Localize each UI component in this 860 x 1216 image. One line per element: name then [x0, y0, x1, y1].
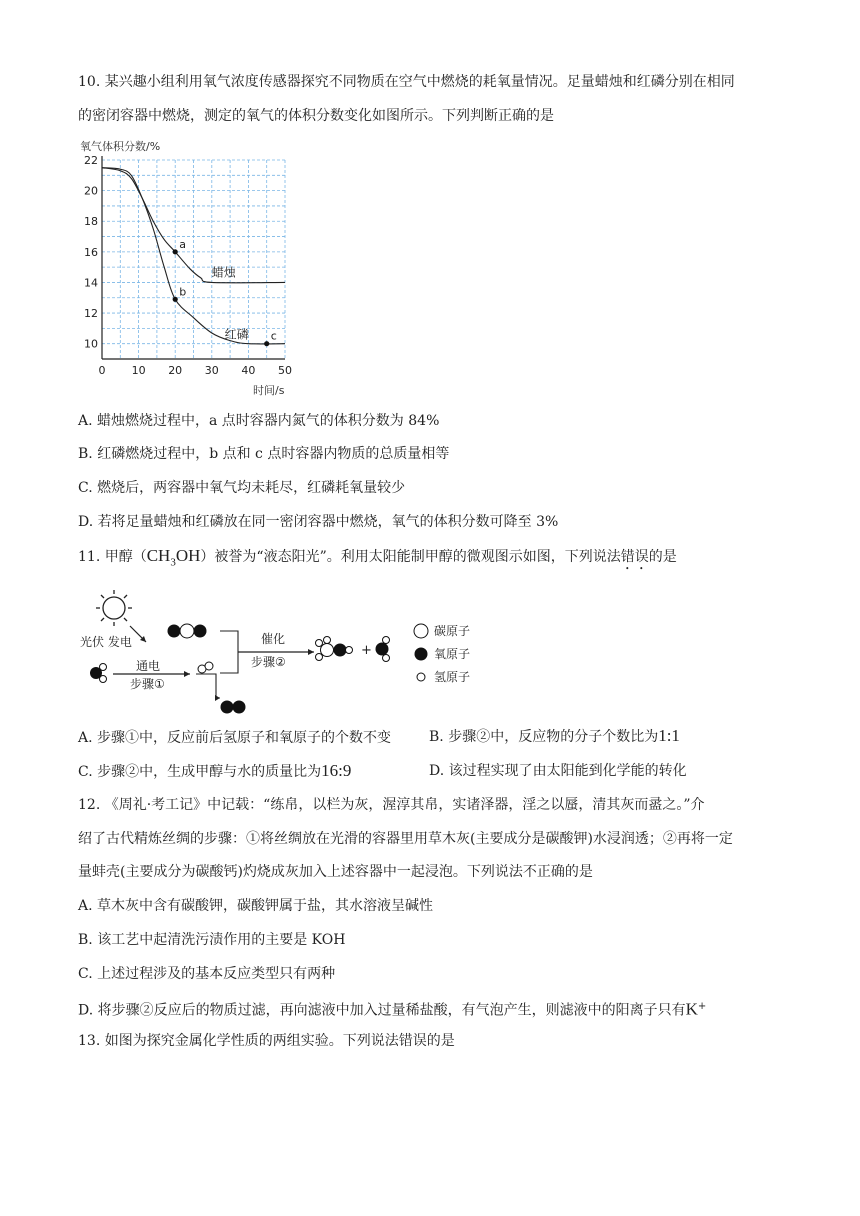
q11-stem-end: 的是 — [648, 549, 677, 565]
q12-option-c: C. 上述过程涉及的基本反应类型只有两种 — [78, 966, 336, 982]
water-molecule — [90, 664, 107, 683]
annotation-point-b — [173, 297, 178, 302]
co2-molecule — [168, 624, 207, 638]
o2-arrow — [196, 674, 220, 698]
methanol-molecule — [316, 637, 353, 661]
annotation-label-c: c — [270, 329, 277, 343]
q13-stem: 13. 如图为探究金属化学性质的两组实验。下列说法错误的是 — [78, 1033, 455, 1049]
y-tick-label: 18 — [84, 215, 98, 229]
q12-stem-line3: 量蚌壳(主要成分为碳酸钙)灼烧成灰加入上述容器中一起浸泡。下列说法不正确的是 — [78, 864, 593, 880]
y-tick-label: 22 — [84, 154, 98, 167]
q11-option-a: A. 步骤①中，反应前后氢原子和氧原子的个数不变 — [78, 730, 392, 746]
micro-diagram-svg — [78, 588, 498, 718]
step2-arrowhead — [308, 649, 314, 655]
sun-icon — [96, 590, 132, 626]
formula-sub: 3 — [170, 556, 176, 569]
x-tick-label: 20 — [168, 364, 183, 377]
formula-ch: CH — [146, 546, 171, 565]
q10-stem-line2: 的密闭容器中燃烧，测定的氧气的体积分数变化如图所示。下列判断正确的是 — [78, 108, 554, 124]
methanol-micro-diagram — [78, 588, 498, 718]
y-tick-label: 14 — [84, 276, 98, 290]
q12-option-d-text: D. 将步骤②反应后的物质过滤，再向滤液中加入过量稀盐酸，有气泡产生，则滤液中的阳离子只有 — [78, 1002, 686, 1019]
y-tick-label: 10 — [84, 337, 98, 351]
step1-arrowhead — [184, 671, 190, 677]
q12-option-a: A. 草木灰中含有碳酸钾，碳酸钾属于盐，其水溶液呈碱性 — [78, 898, 434, 914]
legend-carbon: 碳原子 — [434, 624, 471, 638]
legend-oxygen: 氧原子 — [434, 647, 471, 661]
q11-stem-suffix: ）被誉为“液态阳光”。利用太阳能制甲醇的微观图示如图，下列说法 — [200, 549, 621, 565]
annotation-label-b: b — [179, 285, 187, 299]
x-tick-label: 30 — [204, 364, 219, 377]
o2-molecule — [221, 701, 246, 714]
legend-carbon-icon — [414, 624, 428, 638]
formula-oh: OH — [175, 546, 201, 565]
y-tick-label: 16 — [84, 245, 98, 259]
step1-bottom-label: 步骤① — [130, 677, 165, 691]
q11-option-c-text: C. 步骤②中，生成甲醇与水的质量比为 — [78, 764, 322, 780]
q10-option-b: B. 红磷燃烧过程中，b 点和 c 点时容器内物质的总质量相等 — [78, 446, 450, 462]
annotation-point-a — [173, 249, 178, 254]
reactant-bracket — [220, 631, 238, 673]
oxygen-chart — [78, 136, 298, 398]
potassium-charge: + — [697, 1001, 707, 1012]
step1-top-label: 通电 — [136, 659, 161, 673]
q10-option-a: A. 蜡烛燃烧过程中，a 点时容器内氮气的体积分数为 84% — [78, 413, 440, 429]
y-tick-label: 20 — [84, 184, 98, 198]
q11-stem — [78, 546, 677, 573]
q11-option-c — [78, 761, 351, 782]
pv-label: 光伏 发电 — [80, 635, 132, 649]
legend-hydrogen: 氢原子 — [434, 670, 471, 684]
q10-option-d: D. 若将足量蜡烛和红磷放在同一密闭容器中燃烧，氧气的体积分数可降至 3% — [78, 514, 559, 530]
x-tick-label: 50 — [278, 364, 292, 377]
x-tick-label: 10 — [131, 364, 146, 377]
q11-option-b-ratio: 1:1 — [658, 726, 680, 745]
q12-option-d — [78, 997, 706, 1021]
step2-top-label: 催化 — [261, 632, 286, 646]
product-water-molecule — [376, 637, 390, 662]
q11-emphasis: 错误 — [620, 549, 649, 565]
legend-hydrogen-icon — [417, 673, 425, 681]
potassium-ion: K — [685, 999, 698, 1019]
q11-option-b — [429, 726, 680, 747]
q11-option-c-ratio: 16:9 — [321, 761, 352, 780]
q11-option-b-text: B. 步骤②中，反应物的分子个数比为 — [429, 729, 659, 745]
q10-stem-line1: 10. 某兴趣小组利用氧气浓度传感器探究不同物质在空气中燃烧的耗氧量情况。足量蜡烛和红磷分别在相同 — [78, 74, 735, 90]
q12-stem-line1: 12. 《周礼·考工记》中记载：“练帛，以栏为灰，渥淳其帛，实诸泽器，淫之以蜃，清其灰而盝之。”介 — [78, 797, 705, 813]
series-label-phosphorus: 红磷 — [224, 327, 249, 342]
chart-ylabel: 氧气体积分数/% — [80, 140, 161, 153]
q12-option-b: B. 该工艺中起清洗污渍作用的主要是 KOH — [78, 932, 346, 948]
q12-stem-line2: 绍了古代精炼丝绸的步骤：①将丝绸放在光滑的容器里用草木灰(主要成分是碳酸钾)水浸润透；②再将一定 — [78, 831, 733, 847]
oxygen-chart-svg — [78, 136, 298, 398]
step2-bottom-label: 步骤② — [251, 655, 286, 669]
plus-sign: + — [361, 643, 372, 658]
o2-arrowhead — [215, 695, 220, 701]
x-tick-label: 40 — [241, 364, 256, 377]
q11-stem-prefix: 11. 甲醇（ — [78, 549, 147, 565]
x-tick-label: 0 — [98, 364, 106, 377]
methanol-formula — [146, 546, 201, 569]
h2-molecule — [198, 662, 213, 673]
series-label-candle: 蜡烛 — [211, 265, 236, 280]
chart-xlabel: 时间/s — [253, 384, 285, 397]
annotation-point-c — [264, 341, 269, 346]
annotation-label-a: a — [179, 237, 186, 251]
y-tick-label: 12 — [84, 307, 98, 321]
q11-option-d: D. 该过程实现了由太阳能到化学能的转化 — [429, 763, 687, 779]
legend-oxygen-icon — [415, 648, 428, 661]
q10-option-c: C. 燃烧后，两容器中氧气均未耗尽，红磷耗氧量较少 — [78, 480, 406, 496]
